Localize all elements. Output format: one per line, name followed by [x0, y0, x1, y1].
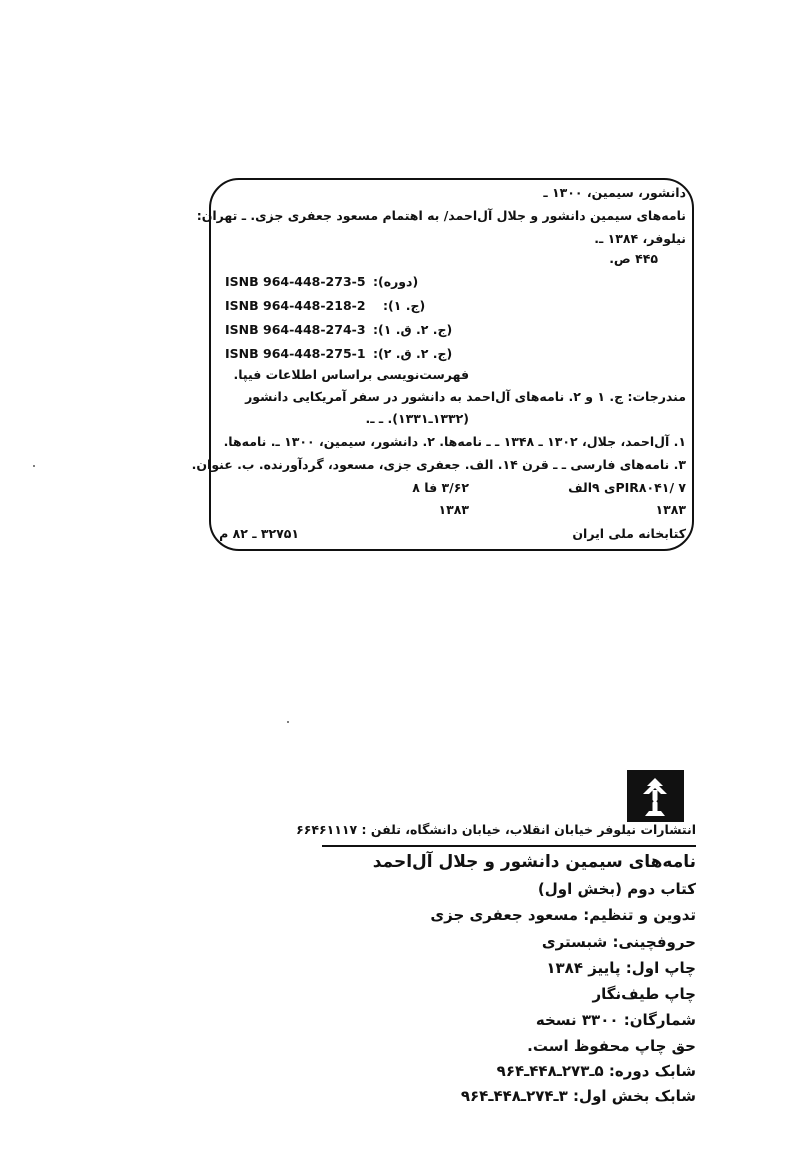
isbn-code: ISNB 964-448-273-5 [225, 274, 366, 289]
book-title: نامه‌های سیمین دانشور و جلال آل‌احمد [372, 852, 696, 872]
book-copies: شمارگان: ۳۳۰۰ نسخه [535, 1011, 696, 1029]
book-isbn-part: شابک بخش اول: ۳ـ۲۷۴ـ۴۴۸ـ۹۶۴ [460, 1087, 696, 1105]
isbn-code: ISNB 964-448-218-2 [225, 298, 366, 313]
book-isbn-set: شابک دوره: ۵ـ۲۷۳ـ۴۴۸ـ۹۶۴ [496, 1062, 696, 1080]
isbn-row [213, 274, 443, 292]
isbn-note: (ج. ۱): [383, 298, 426, 313]
catalog-fipa-note: فهرست‌نویسی براساس اطلاعات فیپا. [233, 367, 469, 382]
national-library-number: ۳۲۷۵۱ ـ ۸۲ م [219, 526, 299, 541]
catalog-title-line: نامه‌های سیمین دانشور و جلال آل‌احمد/ به اهتمام مسعود جعفری جزی. ـ تهران: [196, 208, 686, 223]
publisher-address: خیابان انقلاب، خیابان دانشگاه، تلفن : ۶۶۴۶۱۱۱۷ [296, 822, 594, 837]
isbn-note: (ج. ۲. ق. ۲): [373, 346, 453, 361]
catalog-author-line: دانشور، سیمین، ۱۳۰۰ ـ [543, 185, 686, 200]
scan-speck [287, 721, 289, 723]
divider-rule [322, 845, 696, 847]
scan-speck [33, 465, 35, 467]
isbn-row [213, 346, 453, 364]
publisher-address-line [296, 822, 696, 837]
catalog-contents-line: مندرجات: ج. ۱ و ۲. نامه‌های آل‌احمد به دانشور در سفر آمریکایی دانشور [245, 389, 686, 404]
isbn-code: ISNB 964-448-275-1 [225, 346, 366, 361]
book-rights: حق چاپ محفوظ است. [527, 1037, 696, 1055]
lotus-icon [627, 770, 684, 822]
book-printer: چاپ طیف‌نگار [592, 985, 696, 1003]
catalog-subject-line: ۳. نامه‌های فارسی ـ ـ قرن ۱۴. الف. جعفری جزی، مسعود، گردآورنده. ب. عنوان. [191, 457, 686, 472]
isbn-note: (ج. ۲. ق. ۱): [373, 322, 453, 337]
national-library-label: کتابخانه ملی ایران [572, 526, 686, 541]
catalog-contents-years: (۱۳۳۲ـ۱۳۳۱). ـ ـ. [365, 411, 469, 426]
isbn-code: ISNB 964-448-274-3 [225, 322, 366, 337]
catalog-pages-line: ۴۴۵ ص. [609, 251, 658, 266]
catalog-year: ۱۳۸۳ [655, 502, 686, 517]
publisher-name: انتشارات نیلوفر [597, 822, 696, 837]
book-first-print: چاپ اول: پاییز ۱۳۸۴ [546, 959, 696, 977]
publisher-logo [627, 770, 684, 822]
isbn-row [213, 298, 443, 316]
catalog-subject-line: ۱. آل‌احمد، جلال، ۱۳۰۲ ـ ۱۳۴۸ ـ ـ نامه‌ها. ۲. دانشور، سیمین، ۱۳۰۰ ـ. نامه‌ها. [223, 434, 686, 449]
catalog-publisher-line: نیلوفر، ۱۳۸۴ ـ. [594, 231, 686, 246]
isbn-note: (دوره): [373, 274, 419, 289]
catalog-dewey-classification: ۳/۶۲ فا ۸ [412, 480, 469, 495]
catalog-year: ۱۳۸۳ [438, 502, 469, 517]
book-typesetting: حروفچینی: شبستری [541, 933, 696, 951]
catalog-lc-classification: PIR۸۰۴۱/ ۷ی ۹الف [568, 480, 686, 495]
isbn-row [213, 322, 453, 340]
book-editor: تدوین و تنظیم: مسعود جعفری جزی [430, 906, 696, 924]
book-volume: کتاب دوم (بخش اول) [537, 880, 696, 898]
